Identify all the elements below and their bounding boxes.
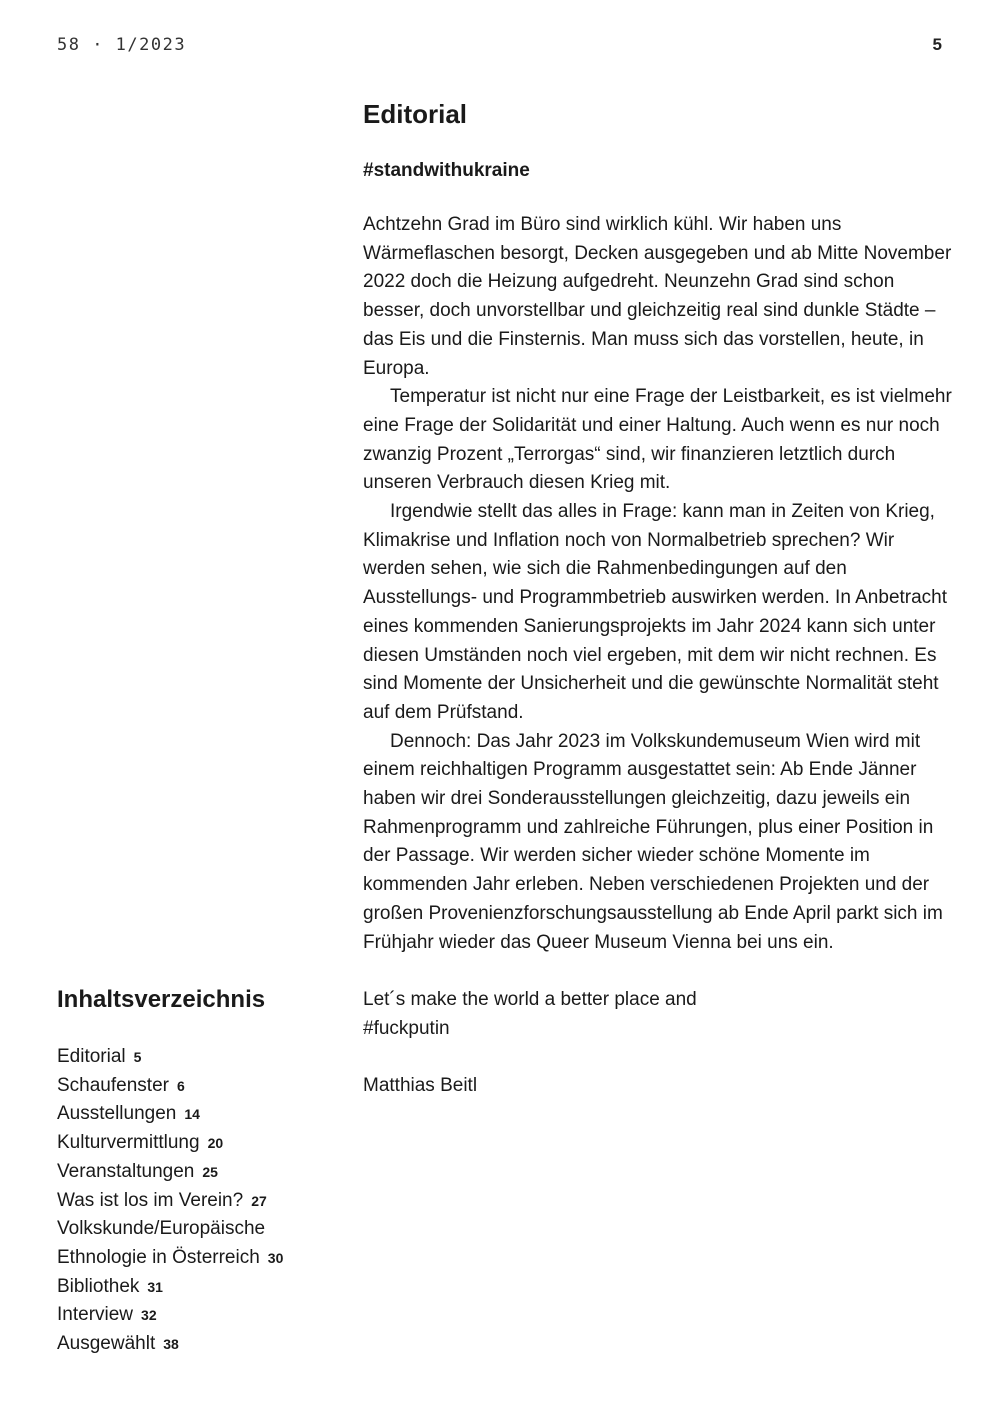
toc-item-label: Bibliothek: [57, 1275, 140, 1297]
page-number: 5: [932, 35, 942, 54]
toc-item-label: Interview: [57, 1304, 134, 1326]
article-title: Editorial: [363, 99, 468, 129]
toc-item-label: Veranstaltungen: [57, 1160, 195, 1182]
toc-item-page: 31: [147, 1278, 163, 1295]
closing-remark: [363, 986, 953, 1043]
toc-item[interactable]: [57, 1187, 347, 1216]
toc-item-label: Was ist los im Verein?: [57, 1189, 244, 1211]
toc-item-page: 27: [251, 1192, 267, 1209]
toc-item-page: 20: [207, 1135, 224, 1152]
toc-item-label: Kulturvermittlung: [57, 1132, 200, 1154]
signature: Matthias Beitl: [363, 1075, 478, 1097]
toc-item-label: Ausstellungen: [57, 1103, 177, 1125]
table-of-contents: [57, 983, 347, 1359]
toc-title: Inhaltsverzeichnis: [57, 986, 266, 1013]
toc-item[interactable]: [57, 1043, 347, 1072]
toc-item-label: Volkskunde/Europäische Ethnologie in Österreich: [57, 1218, 266, 1268]
toc-item-page: 6: [176, 1077, 185, 1094]
toc-item-label: Ausgewählt: [57, 1333, 156, 1355]
toc-item[interactable]: [57, 1330, 347, 1359]
toc-item[interactable]: [57, 1072, 347, 1101]
toc-item[interactable]: [57, 1215, 347, 1272]
toc-item-label: Editorial: [57, 1046, 126, 1067]
paragraph: Irgendwie stellt das alles in Frage: kann man in Zeiten von Krieg, Klimakrise und Inflation noch von Normalbetrieb sprechen? Wir werden sehen, wie sich die Rahmenbedingungen auf den Ausstellungs- und Programmbetrieb auswirken werden. In Anbetracht eines kommenden Sanierungsprojekts im Jahr 2024 kann sich unter diesen Umständen noch viel ergeben, mit dem wir nicht rechnen. Es sind Momente der Unsicherheit und die gewünschte Normalität steht auf dem Prüfstand.: [363, 501, 948, 723]
toc-item[interactable]: [57, 1100, 347, 1129]
toc-item-page: 38: [163, 1336, 179, 1353]
toc-item-page: 5: [133, 1049, 142, 1065]
toc-item-page: 30: [267, 1249, 284, 1266]
paragraph: Achtzehn Grad im Büro sind wirklich kühl. Wir haben uns Wärmeflaschen besorgt, Decken ausgegeben und ab Mitte November 2022 doch die Heizung aufgedreht. Neunzehn Grad sind schon besser, doch unvorstellbar und gleichzeitig real sind dunkle Städte – das Eis und die Finsternis. Man muss sich das vorstellen, heute, in Europa.: [363, 214, 952, 379]
toc-item[interactable]: [57, 1158, 347, 1187]
paragraph: Temperatur ist nicht nur eine Frage der Leistbarkeit, es ist vielmehr eine Frage der Solidarität und einer Haltung. Auch wenn es nur noch zwanzig Prozent „Terrorgas“ sind, wir finanzieren letztlich durch unseren Verbrauch diesen Krieg mit.: [363, 386, 952, 494]
toc-item-page: 32: [141, 1307, 157, 1324]
editorial-article: [363, 95, 953, 1101]
toc-item[interactable]: [57, 1273, 347, 1302]
toc-list: [57, 1043, 347, 1359]
article-body: [363, 211, 953, 957]
toc-item-page: 14: [184, 1106, 200, 1123]
toc-item-page: 25: [202, 1163, 218, 1180]
toc-item[interactable]: [57, 1301, 347, 1330]
paragraph: Dennoch: Das Jahr 2023 im Volkskundemuseum Wien wird mit einem reichhaltigen Programm ausgestattet sein: Ab Ende Jänner haben wir drei Sonderausstellungen gleichzeitig, dazu jeweils ein Rahmenprogramm und zahlreiche Führungen, plus einer Position in der Passage. Wir werden sicher wieder schöne Momente im kommenden Jahr erleben. Neben verschiedenen Projekten und der großen Provenienzforschungsausstellung ab Ende April parkt sich im Frühjahr wieder das Queer Museum Vienna bei uns ein.: [363, 730, 943, 953]
toc-item-label: Schaufenster: [57, 1074, 169, 1096]
closing-hashtag: #fuckputin: [363, 1017, 450, 1039]
toc-item[interactable]: [57, 1129, 347, 1158]
issue-number: 58 · 1/2023: [57, 35, 187, 55]
article-subtitle: #standwithukraine: [363, 160, 530, 181]
closing-line: Let´s make the world a better place and: [363, 988, 697, 1010]
